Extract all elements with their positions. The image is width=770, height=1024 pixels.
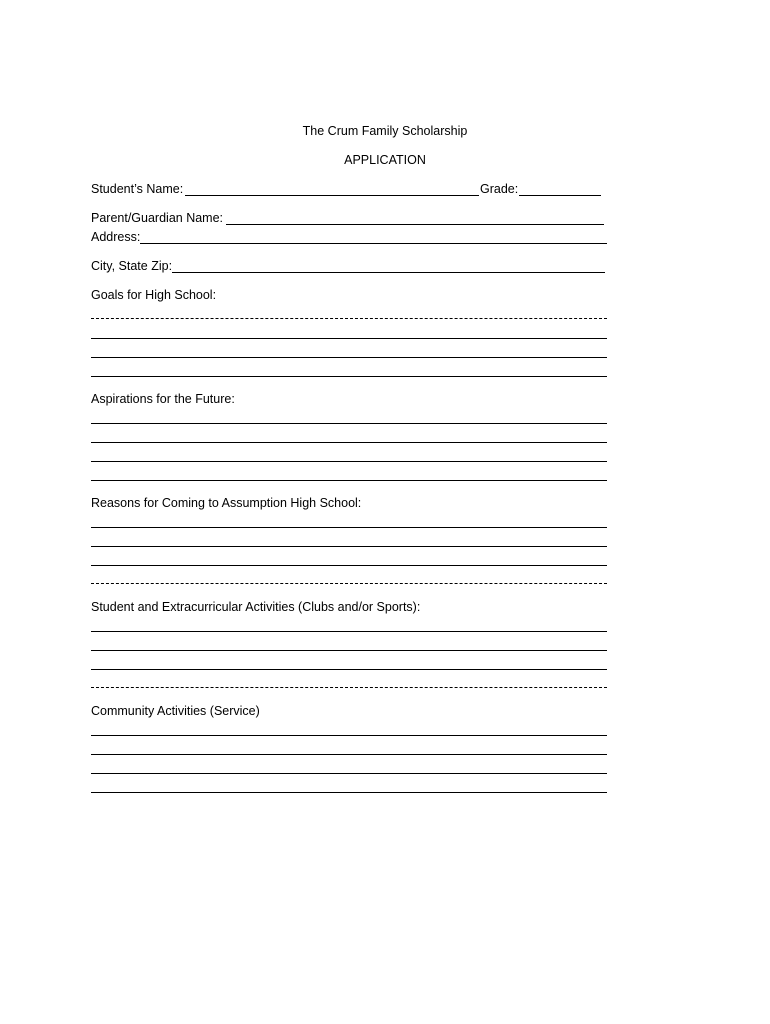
- city-state-zip-field[interactable]: [172, 272, 605, 273]
- reasons-line[interactable]: [91, 546, 607, 547]
- address-label: Address:: [91, 230, 141, 244]
- form-title: The Crum Family Scholarship: [302, 124, 468, 138]
- student-name-label: Student’s Name:: [91, 182, 184, 196]
- goals-line[interactable]: [91, 338, 607, 339]
- activities-line[interactable]: [91, 687, 607, 688]
- reasons-line[interactable]: [91, 583, 607, 584]
- goals-line[interactable]: [91, 376, 607, 377]
- activities-line[interactable]: [91, 650, 607, 651]
- aspirations-line[interactable]: [91, 423, 607, 424]
- section-label-goals: Goals for High School:: [91, 288, 217, 302]
- aspirations-line[interactable]: [91, 442, 607, 443]
- community-line[interactable]: [91, 735, 607, 736]
- section-label-community: Community Activities (Service): [91, 704, 260, 718]
- grade-field[interactable]: [519, 195, 601, 196]
- city-state-zip-label: City, State Zip:: [91, 259, 173, 273]
- goals-line[interactable]: [91, 318, 607, 319]
- activities-line[interactable]: [91, 631, 607, 632]
- student-name-field[interactable]: [185, 195, 479, 196]
- community-line[interactable]: [91, 792, 607, 793]
- section-label-activities: Student and Extracurricular Activities (Clubs and/or Sports):: [91, 600, 421, 614]
- section-label-aspirations: Aspirations for the Future:: [91, 392, 235, 406]
- section-label-reasons: Reasons for Coming to Assumption High School:: [91, 496, 362, 510]
- activities-line[interactable]: [91, 669, 607, 670]
- address-field[interactable]: [140, 243, 607, 244]
- reasons-line[interactable]: [91, 565, 607, 566]
- reasons-line[interactable]: [91, 527, 607, 528]
- aspirations-line[interactable]: [91, 461, 607, 462]
- community-line[interactable]: [91, 773, 607, 774]
- community-line[interactable]: [91, 754, 607, 755]
- aspirations-line[interactable]: [91, 480, 607, 481]
- goals-line[interactable]: [91, 357, 607, 358]
- form-subtitle: APPLICATION: [344, 153, 426, 167]
- parent-name-label: Parent/Guardian Name:: [91, 211, 224, 225]
- grade-label: Grade:: [480, 182, 519, 196]
- parent-name-field[interactable]: [226, 224, 604, 225]
